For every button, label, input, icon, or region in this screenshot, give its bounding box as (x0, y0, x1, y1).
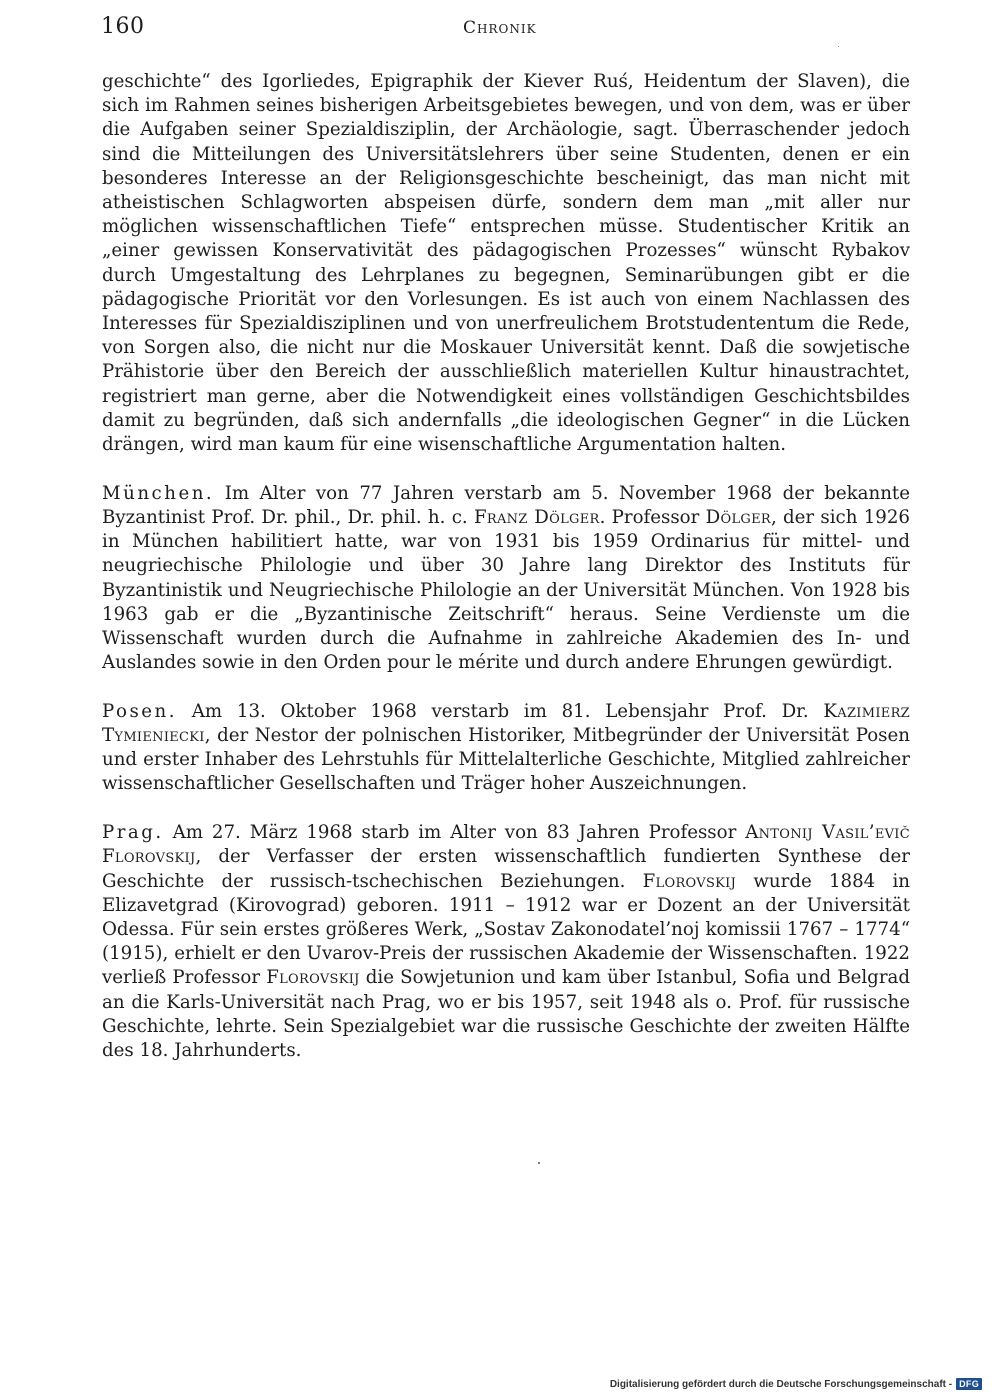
page-number: 160 (101, 14, 145, 39)
person-name: Florovskij (266, 967, 360, 989)
digitization-footer (610, 1378, 982, 1390)
person-name: Franz Dölger (473, 506, 600, 528)
person-name: Florovskij (642, 870, 737, 892)
paragraph-text: die Sowjetunion und kam über Istanbul, Sofia und Belgrad an die Karls-Universität nach Prag, wo er bis 1957, seit 1948 als o. Prof. für russische Geschichte, lehrte. Sein Spezialgebiet war die russische Geschichte der zweiten Hälfte des 18. Jahrhunderts. (102, 967, 911, 1062)
place-heading: München. (102, 482, 215, 504)
person-name: Dölger (705, 506, 771, 528)
place-heading: Posen. (102, 700, 178, 722)
person-name: Kazimierz Tymieniecki (102, 700, 910, 747)
paragraph-posen (102, 700, 910, 797)
scan-speck (838, 46, 839, 47)
dfg-logo: DFG (956, 1378, 982, 1390)
running-title: Chronik (463, 18, 537, 38)
paragraph-text: , der Verfasser der ersten wissenschaftlich fundierten Synthese der Geschichte der russisch-tschechischen Beziehungen. (102, 846, 910, 892)
paragraph-text: wurde 1884 in Elizavetgrad (Kirovograd) geboren. 1911 – 1912 war er Dozent an der Universität Odessa. Für sein erstes größeres Werk, „Sostav Zakonodatel’noj komissii 1767 – 1774“ (1915), erhielt er den Uvarov-Preis der russischen Akademie der Wissenschaften. 1922 verließ Professor (102, 870, 910, 989)
paragraph-prag (102, 821, 910, 1063)
person-name: Antonij Vasil’evič Florovskij (102, 822, 910, 868)
paragraph-muenchen (102, 482, 910, 676)
paragraph-text: Im Alter von 77 Jahren verstarb am 5. November 1968 der bekannte Byzantinist Prof. Dr. phil., Dr. phil. h. c. (102, 482, 910, 528)
body-text (102, 70, 910, 1063)
paragraph-text: , der Nestor der polnischen Historiker, Mitbegründer der Universität Posen und erster Inhaber des Lehrstuhls für Mittelalterliche Geschichte, Mitglied zahlreicher wissenschaftlicher Gesellschaften und Träger hoher Auszeichnungen. (102, 725, 910, 795)
footer-credit: Digitalisierung gefördert durch die Deutsche Forschungsgemeinschaft - (609, 1378, 953, 1390)
paragraph-rybakov: geschichte“ des Igorliedes, Epigraphik der Kiever Ruś, Heidentum der Slaven), die sich im Rahmen seines bisherigen Arbeitsgebietes bewegen, und von dem, was er über die Aufgaben seiner Spezialdisziplin, der Archäologie, sagt. Überraschender jedoch sind die Mitteilungen des Universitätslehrers über seine Studenten, denen er ein besonderes Interesse an der Religionsgeschichte bescheinigt, das man nicht mit atheistischen Schlagworten abspeisen dürfe, sondern dem man „mit aller nur möglichen wissenschaftlichen Tiefe“ entsprechen müsse. Studentischer Kritik an „einer gewissen Konservativität des pädagogischen Prozesses“ wünscht Rybakov durch Umgestaltung des Lehrplanes zu begegnen, Seminarübungen gibt er die pädagogische Priorität vor den Vorlesungen. Es ist auch von einem Nachlassen des Interesses für Spezialdisziplinen und von unerfreulichem Brotstudententum die Rede, von Sorgen also, die nicht nur die Moskauer Universität kennt. Daß die sowjetische Prähistorie über den Bereich der ausschließlich materiellen Kultur hinaustrachtet, registriert man gerne, aber die Notwendigkeit eines vollständigen Geschichtsbildes damit zu begründen, daß sich andernfalls „die ideologischen Gegner“ in die Lücken drängen, wird man kaum für eine wisenschaftliche Argumentation halten. (102, 71, 910, 456)
paragraph-text: Am 27. März 1968 starb im Alter von 83 Jahren Professor (163, 822, 746, 844)
place-heading: Prag. (102, 822, 164, 844)
paragraph-text: Am 13. Oktober 1968 verstarb im 81. Lebensjahr Prof. Dr. (177, 700, 824, 722)
scan-speck (538, 1162, 540, 1164)
paragraph-text: . Professor (599, 506, 706, 528)
paragraph-text: , der sich 1926 in München habilitiert hatte, war von 1931 bis 1959 Ordinarius für mittel- und neugriechische Philologie und über 30 Jahre lang Direktor des Instituts für Byzantinistik und Neugriechische Philologie an der Universität München. Von 1928 bis 1963 gab er die „Byzantinische Zeitschrift“ heraus. Seine Verdienste um die Wissenschaft wurden durch die Aufnahme in zahlreiche Akademien des In- und Auslandes sowie in den Orden pour le mérite und durch andere Ehrungen gewürdigt. (102, 506, 911, 674)
